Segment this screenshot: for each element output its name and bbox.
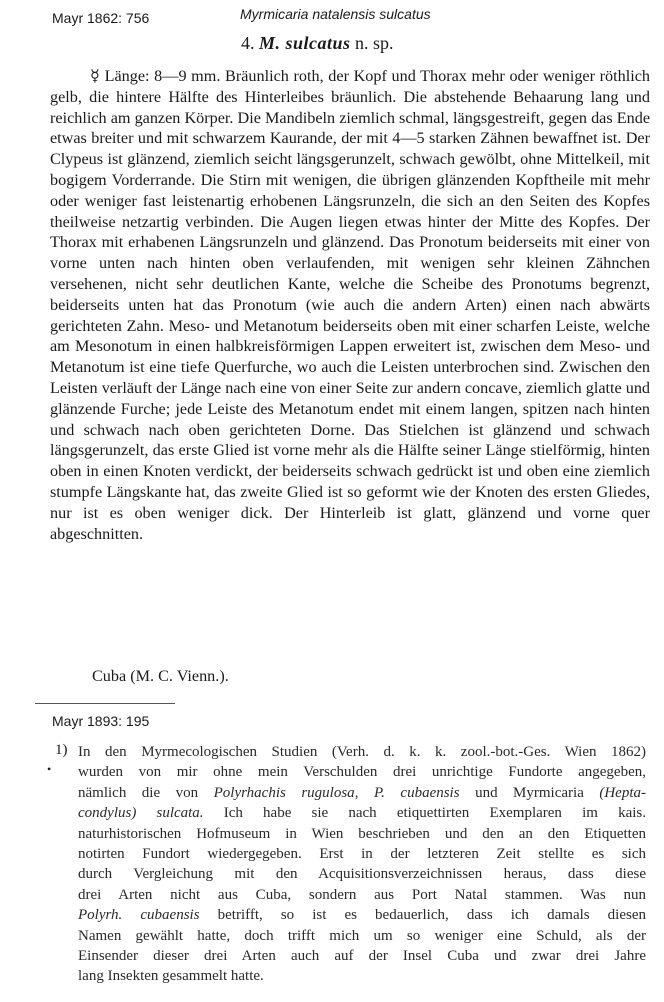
- margin-bullet: •: [47, 762, 52, 776]
- footnote-text-fragment: ,: [354, 784, 374, 801]
- species-name: Myrmicaria natalensis sulcatus: [240, 6, 431, 22]
- footnote-marker: 1): [55, 742, 68, 758]
- heading-suffix: n. sp.: [355, 33, 394, 53]
- footnote-line: Namen gewählt hatte, doch trifft mich um so weniger eine Schuld, als der: [78, 927, 646, 944]
- footnote-text-fragment: Ich habe sie nach etiquettirten Exemplaren im kais.: [203, 805, 646, 822]
- footnote-line: [78, 803, 646, 823]
- reference-mayr-1862: Mayr 1862: 756: [52, 10, 150, 26]
- footnote-line: wurden von mir ohne mein Verschulden drei unrichtige Fundorte angegeben,: [78, 764, 646, 781]
- footnote-text-fragment: nämlich die von: [78, 784, 214, 801]
- footnote-line: Einsender dieser drei Arten auch auf der Insel Cuba und zwar drei Jahre: [78, 948, 646, 965]
- footnote-line: durch Vergleichung mit den Acquisitionsverzeichnissen heraus, dass diese: [78, 866, 646, 883]
- footnote-text-fragment: betrifft, so ist es bedauerlich, dass ich damals diesen: [199, 907, 646, 924]
- heading-genus: M. sulcatus: [259, 33, 351, 53]
- taxon-name: Polyrhachis rugulosa: [213, 784, 355, 801]
- footnote-line: naturhistorischen Hofmuseum in Wien beschrieben und den an den Etiquetten: [78, 825, 646, 842]
- description-paragraph: ☿ Länge: 8—9 mm. Bräunlich roth, der Kopf und Thorax mehr oder weniger röthlich gelb, die hintere Hälfte des Hinterleibes bräunlich. Die abstehende Behaarung lang und reichlich am ganzen Körper. Die Mandibeln ziemlich schmal, längsgestreift, gegen das Ende etwas breiter und mit schwarzem Kaurande, der mit 4—5 starken Zähnen bewaffnet ist. Der Clypeus ist glänzend, ziemlich seicht längsgerunzelt, schwach gewölbt, ohne Mittelkeil, mit bogigem Vorderrande. Die Stirn mit wenigen, die übrigen glänzenden Kopftheile mit mehr oder weniger fast leistenartig erhobenen Längsrunzeln, die sich an den Seiten des Kopfes theilweise netzartig verbinden. Die Augen liegen etwas hinter der Mitte des Kopfes. Der Thorax mit erhabenen Längsrunzeln und glänzend. Das Pronotum beiderseits mit einer von vorne unten nach hinten oben verlaufenden, mit wenigen sehr kleinen Zähnchen versehenen, nicht sehr deutlichen Kante, welche die Scheibe des Pronotums begrenzt, beiderseits unten hat das Pronotum (wie auch die andern Arten) einen nach abwärts gerichteten Zahn. Meso- und Metanotum beiderseits oben mit einer scharfen Leiste, welche am Mesonotum in einen halbkreisförmigen Lappen erweitert ist, zwischen dem Meso- und Metanotum ist eine tiefe Querfurche, wo auch die Leisten unterbrochen sind. Zwischen den Leisten verläuft der Länge nach eine von einer Seite zur andern concave, ziemlich glatte und glänzende Furche; jede Leiste des Metanotum endet mit einem langen, spitzen nach hinten und schwach nach oben gerichteten Dorne. Das Stielchen ist glänzend und schwach längsgerunzelt, das erste Glied ist vorne mehr als die Hälfte seiner Länge stielförmig, hinten oben in einen Knoten verdickt, der beiderseits schwach gedrückt ist und oben eine ziemlich stumpfe Längskante hat, das zweite Glied ist so geformt wie der Knoten des ersten Gliedes, nur ist es oben weniger dick. Der Hinterleib ist glatt, glänzend und vorne quer abgeschnitten.: [50, 67, 651, 543]
- footnote-divider: [35, 703, 175, 704]
- footnote-line: lang Insekten gesammelt hatte.: [78, 968, 264, 985]
- taxon-name: P. cubaensis: [373, 784, 460, 801]
- reference-mayr-1893: Mayr 1893: 195: [52, 713, 150, 729]
- footnote-text-fragment: und Myrmicaria: [459, 784, 600, 801]
- footnote-line: [78, 905, 646, 925]
- locality-line: Cuba (M. C. Vienn.).: [92, 667, 229, 685]
- taxon-name: Polyrh. cubaensis: [78, 907, 200, 924]
- footnote-line: In den Myrmecologischen Studien (Verh. d. k. k. zool.-bot.-Ges. Wien 1862): [78, 744, 646, 760]
- section-heading: [241, 33, 394, 54]
- heading-number: 4.: [241, 33, 255, 53]
- footnote-line: [78, 783, 646, 803]
- footnote-text: [78, 742, 646, 987]
- taxon-name: (Hepta-: [599, 784, 647, 801]
- taxon-name: condylus) sulcata.: [78, 805, 204, 822]
- footnote-line: notirten Fundort wiedergegeben. Erst in der letzteren Zeit stellte es sich: [78, 846, 646, 863]
- footnote-line: drei Arten nicht aus Cuba, sondern aus Port Natal stammen. Was nun: [78, 886, 646, 903]
